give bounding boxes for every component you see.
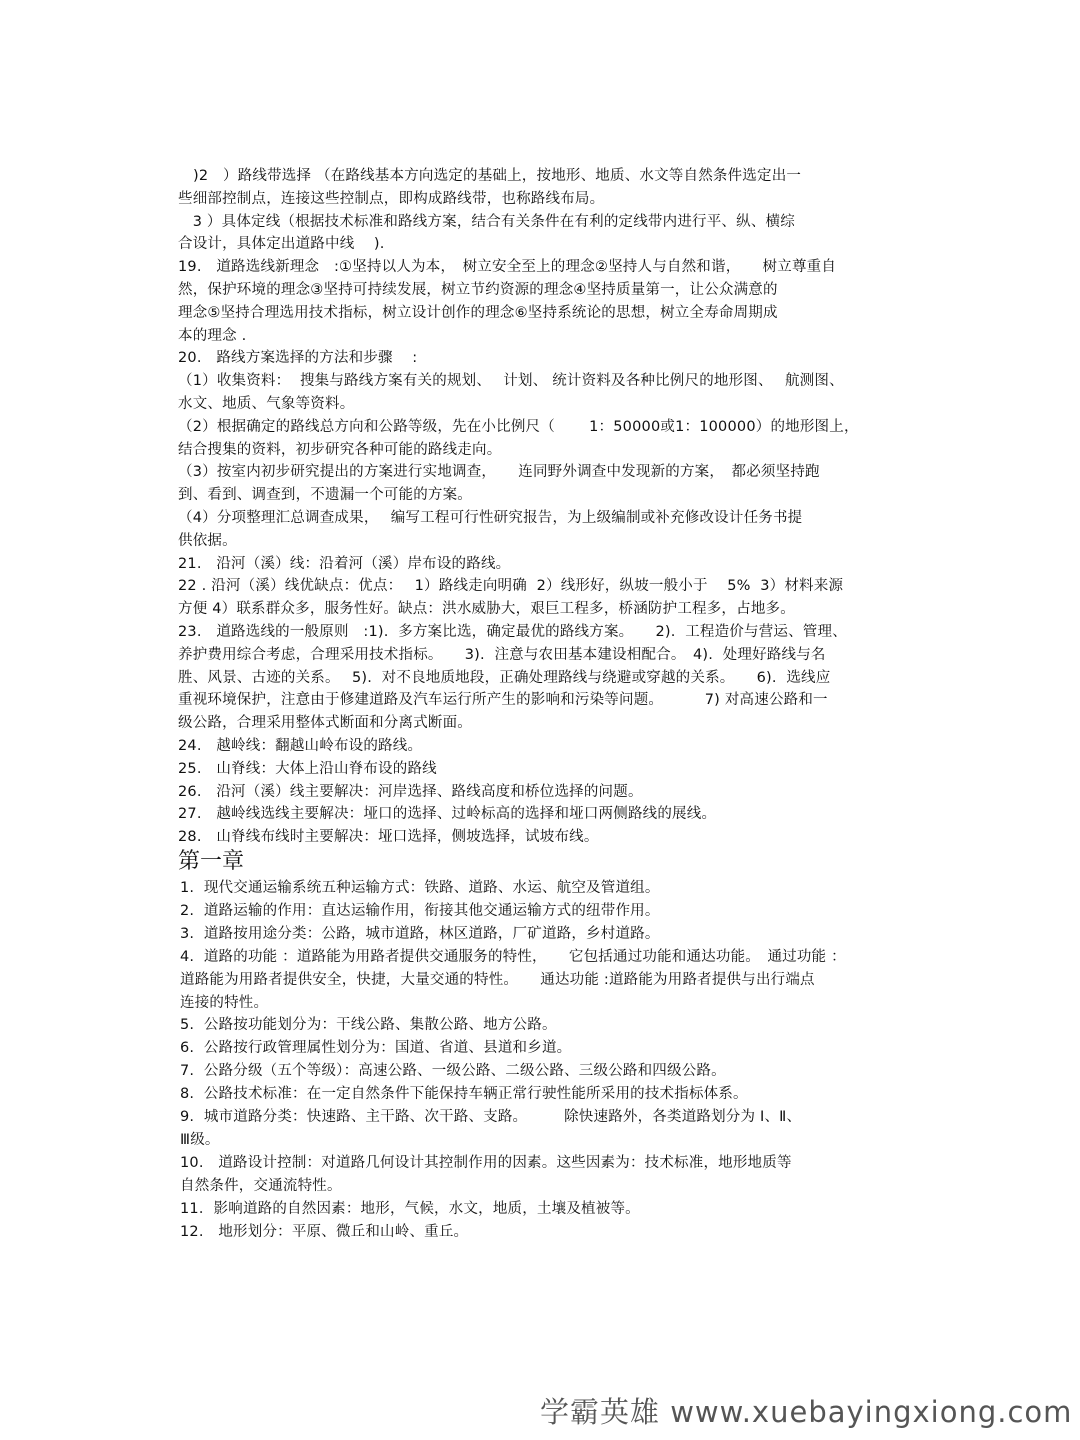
watermark: 学霸英雄 www.xuebayingxiong.com — [540, 1395, 1073, 1429]
text-line: 19. 道路选线新理念 :①坚持以人为本， 树立安全至上的理念②坚持人与自然和谐， 树立尊重自 — [178, 259, 837, 276]
chapter-text-line: Ⅲ级。 — [180, 1131, 220, 1148]
text-line: 胜、风景、古迹的关系。 5). 对不良地质地段，正确处理路线与绕避或穿越的关系。 6). 选线应 — [178, 669, 831, 686]
chapter-text-line: 自然条件，交通流特性。 — [180, 1177, 342, 1194]
chapter-text-line: 9. 城市道路分类：快速路、主干路、次干路、支路。 除快速路外，各类道路划分为 Ⅰ、Ⅱ、 — [180, 1109, 802, 1125]
text-line: （1）收集资料： 搜集与路线方案有关的规划、 计划、 统计资料及各种比例尺的地形图、 航测图、 — [178, 373, 844, 390]
chapter-text-line: 4. 道路的功能 ：道路能为用路者提供交通服务的特性， 它包括通过功能和通达功能。 通过功能 ： — [180, 948, 846, 965]
text-line: 25. 山脊线：大体上沿山脊布设的路线 — [178, 760, 437, 777]
chapter-text-line: 7. 公路分级（五个等级）：高速公路、一级公路、二级公路、三级公路和四级公路。 — [180, 1063, 726, 1080]
text-line: （4）分项整理汇总调查成果， 编写工程可行性研究报告，为上级编制或补充修改设计任务书提 — [178, 510, 803, 526]
text-line: 级公路，合理采用整体式断面和分离式断面。 — [178, 715, 472, 732]
text-line: 24. 越岭线：翻越山岭布设的路线。 — [178, 738, 423, 754]
chapter-text-line: 3. 道路按用途分类：公路，城市道路，林区道路，厂矿道路，乡村道路。 — [180, 925, 660, 942]
text-line: 21. 沿河（溪）线：沿着河（溪）岸布设的路线。 — [178, 555, 511, 572]
text-line: 然，保护环境的理念③坚持可持续发展，树立节约资源的理念④坚持质量第一，让公众满意的 — [178, 282, 778, 298]
text-line: 方便 4）联系群众多，服务性好。缺点：洪水威胁大，艰巨工程多，桥涵防护工程多，占地多。 — [178, 601, 795, 618]
chapter-text-line: 1. 现代交通运输系统五种运输方式：铁路、道路、水运、航空及管道组。 — [180, 880, 660, 896]
text-line: 26. 沿河（溪）线主要解决：河岸选择、路线高度和桥位选择的问题。 — [178, 783, 643, 800]
chapter-text-line: 10. 道路设计控制：对道路几何设计其控制作用的因素。这些因素为：技术标准，地形地质等 — [180, 1154, 792, 1171]
chapter-text-line: 连接的特性。 — [180, 994, 269, 1011]
chapter-text-line: 道路能为用路者提供安全，快捷，大量交通的特性。 通达功能 :道路能为用路者提供与出行端点 — [180, 971, 815, 988]
text-line: 20. 路线方案选择的方法和步骤 : — [178, 350, 418, 367]
text-line: 28. 山脊线布线时主要解决：垭口选择，侧坡选择，试坡布线。 — [178, 829, 599, 846]
text-line: 理念⑤坚持合理选用技术指标，树立设计创作的理念⑥坚持系统论的思想，树立全寿命周期成 — [178, 304, 778, 321]
chapter-text-line: 12. 地形划分：平原、微丘和山岭、重丘。 — [180, 1223, 469, 1240]
text-line: 水文、地质、气象等资料。 — [178, 396, 355, 412]
text-line: )2 ）路线带选择 （在路线基本方向选定的基础上，按地形、地质、水文等自然条件选定出一 — [193, 168, 802, 184]
text-line: 22 . 沿河（溪）线优缺点：优点： 1）路线走向明确 2）线形好，纵坡一般小于 5% 3）材料来源 — [178, 578, 844, 595]
text-line: 本的理念 . — [178, 327, 247, 344]
chapter-text-line: 6. 公路按行政管理属性划分为：国道、省道、县道和乡道。 — [180, 1040, 572, 1057]
text-line: 养护费用综合考虑，合理采用技术指标。 3). 注意与农田基本建设相配合。 4). 处理好路线与名 — [178, 646, 826, 663]
text-line: （3）按室内初步研究提出的方案进行实地调查， 连同野外调查中发现新的方案， 都必须坚持跑 — [178, 464, 820, 481]
text-line: 合设计，具体定出道路中线 ). — [178, 236, 385, 253]
text-line: 23. 道路选线的一般原则 :1). 多方案比选，确定最优的路线方案。 2). 工程造价与营运、管理、 — [178, 624, 847, 640]
chapter-text-line: 11．影响道路的自然因素：地形，气候，水文，地质，土壤及植被等。 — [180, 1200, 640, 1217]
text-line: 供依据。 — [178, 532, 237, 549]
text-line: 些细部控制点，连接这些控制点，即构成路线带，也称路线布局。 — [178, 190, 605, 207]
text-line: 27. 越岭线选线主要解决：垭口的选择、过岭标高的选择和垭口两侧路线的展线。 — [178, 806, 717, 823]
chapter-text-line: 2. 道路运输的作用：直达运输作用，衔接其他交通运输方式的纽带作用。 — [180, 902, 660, 919]
chapter-heading: 第一章 — [178, 849, 245, 874]
text-line: （2）根据确定的路线总方向和公路等级，先在小比例尺（ 1：50000或1：100000）的地形图上， — [178, 418, 859, 435]
chapter-text-line: 5. 公路按功能划分为：干线公路、集散公路、地方公路。 — [180, 1017, 557, 1034]
text-line: 3 ）具体定线（根据技术标准和路线方案，结合有关条件在有利的定线带内进行平、纵、横综 — [178, 213, 795, 230]
text-line: 到、看到、调查到，不遗漏一个可能的方案。 — [178, 487, 472, 504]
text-line: 重视环境保护，注意由于修建道路及汽车运行所产生的影响和污染等问题。 7) 对高速公路和一 — [178, 692, 828, 709]
chapter-text-line: 8. 公路技术标准：在一定自然条件下能保持车辆正常行驶性能所采用的技术指标体系。 — [180, 1086, 748, 1103]
text-line: 结合搜集的资料，初步研究各种可能的路线走向。 — [178, 441, 502, 458]
